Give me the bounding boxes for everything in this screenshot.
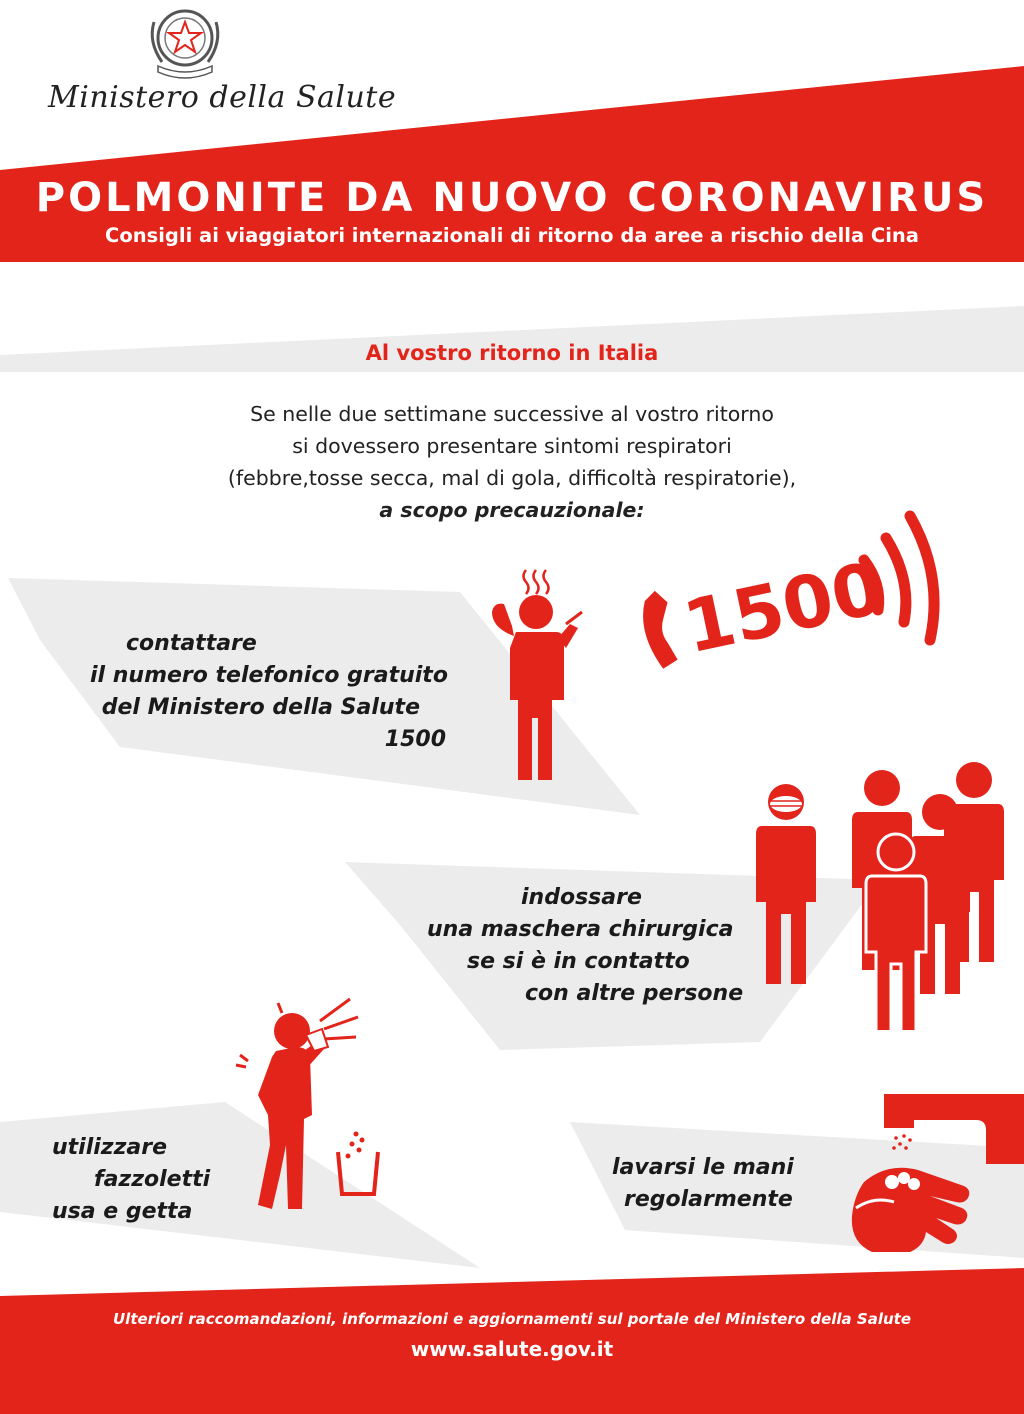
ministry-name: Ministero della Salute bbox=[48, 80, 397, 115]
tip-phone-text bbox=[90, 628, 446, 756]
page-subtitle: Consigli ai viaggiatori internazionali di ritorno da aree a rischio della Cina bbox=[105, 224, 919, 247]
phone-number: 1500 bbox=[676, 545, 891, 670]
tip-line: del Ministero della Salute bbox=[101, 695, 420, 720]
tip-line: regolarmente bbox=[624, 1187, 793, 1212]
tip-line: usa e getta bbox=[52, 1199, 193, 1224]
intro-emphasis: a scopo precauzionale: bbox=[379, 498, 645, 522]
page-title: POLMONITE DA NUOVO CORONAVIRUS bbox=[35, 175, 989, 221]
tip-line: se si è in contatto bbox=[467, 949, 690, 974]
tip-line: una maschera chirurgica bbox=[427, 917, 734, 942]
tip-line: fazzoletti bbox=[94, 1167, 211, 1192]
tip-tissues-text bbox=[52, 1132, 252, 1228]
tip-hands-text bbox=[612, 1152, 812, 1216]
tip-line: 1500 bbox=[384, 727, 446, 752]
section-title: Al vostro ritorno in Italia bbox=[365, 341, 659, 365]
washing-hands-icon bbox=[844, 1090, 1024, 1260]
phone-call-1500-icon bbox=[620, 502, 950, 682]
italian-republic-emblem-icon bbox=[140, 2, 230, 86]
sick-person-with-thermometer-icon bbox=[478, 568, 598, 788]
tip-line: contattare bbox=[126, 631, 257, 656]
waste-bin-icon bbox=[332, 1128, 382, 1198]
intro-line: (febbre,tosse secca, mal di gola, difficoltà respiratorie), bbox=[227, 466, 797, 490]
intro-line: Se nelle due settimane successive al vostro ritorno bbox=[250, 402, 774, 426]
tip-line: lavarsi le mani bbox=[612, 1155, 794, 1180]
tip-line: utilizzare bbox=[52, 1135, 168, 1160]
tip-line: con altre persone bbox=[525, 981, 744, 1006]
tip-line: il numero telefonico gratuito bbox=[90, 663, 448, 688]
person-with-mask-and-group-icon bbox=[752, 760, 1012, 1030]
tip-line: indossare bbox=[521, 885, 642, 910]
intro-line: si dovessero presentare sintomi respiratori bbox=[292, 434, 732, 458]
footer-url[interactable]: www.salute.gov.it bbox=[410, 1337, 614, 1361]
tip-mask-text bbox=[425, 882, 745, 1010]
footer-note: Ulteriori raccomandazioni, informazioni e aggiornamenti sul portale del Ministero della Salute bbox=[113, 1310, 911, 1328]
